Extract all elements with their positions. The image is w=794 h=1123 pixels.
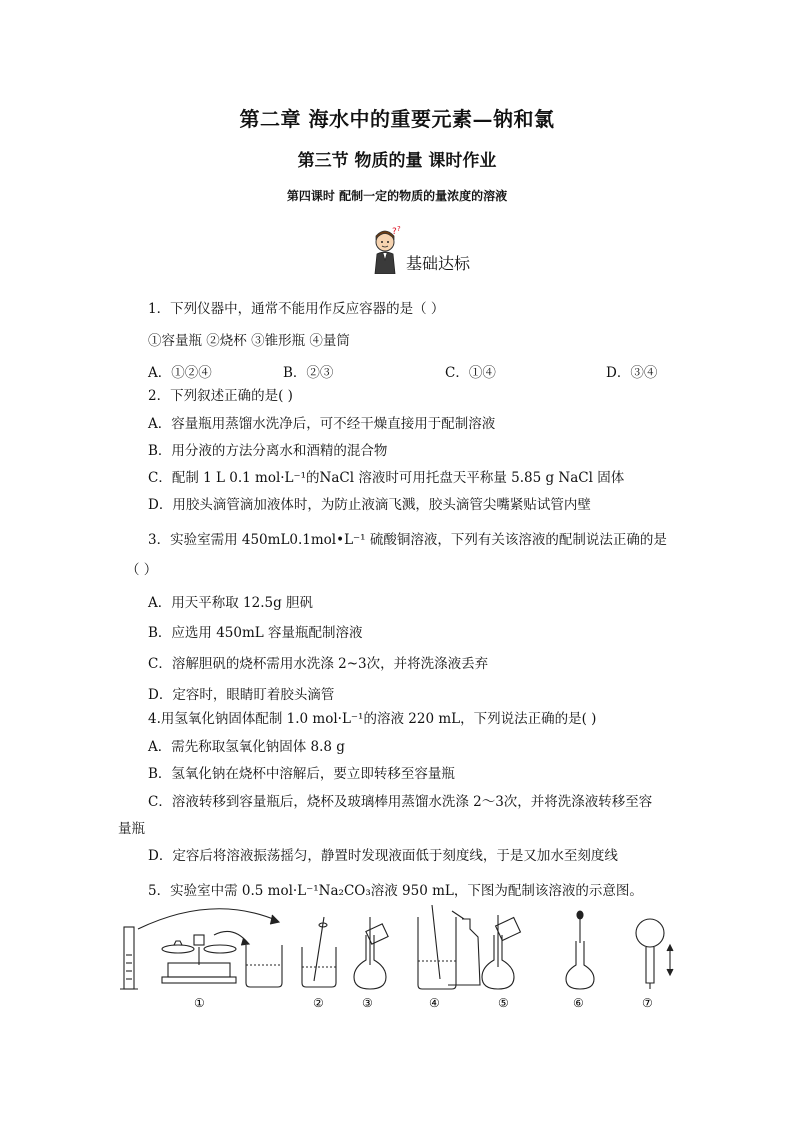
balance-icon [162, 935, 236, 983]
q5-stem: 5．实验室中需 0.5 mol·L⁻¹Na₂CO₃溶液 950 mL，下图为配制该溶液的示意图。 [148, 883, 643, 899]
q2-option-d: D．用胶头滴管滴加液体时，为防止液滴飞溅，胶头滴管尖嘴紧贴试管内壁 [148, 497, 591, 513]
svg-text:?: ? [392, 227, 397, 237]
q1-option-b: B．②③ [283, 365, 334, 381]
beaker-stirring-icon [302, 917, 336, 987]
q4-option-c-continued: 量瓶 [118, 821, 145, 837]
q2-option-c: C．配制 1 L 0.1 mol·L⁻¹的NaCl 溶液时可用托盘天平称量 5.85 g NaCl 固体 [148, 470, 625, 486]
q1-items: ①容量瓶 ②烧杯 ③锥形瓶 ④量筒 [148, 333, 350, 349]
q1-option-c: C．①④ [445, 365, 496, 381]
q3-stem: 3．实验室需用 450mL0.1mol•L⁻¹ 硫酸铜溶液，下列有关该溶液的配制说法正确的是 [148, 532, 667, 548]
q2-option-b: B．用分液的方法分离水和酒精的混合物 [148, 443, 388, 459]
q3-option-c: C．溶解胆矾的烧杯需用水洗涤 2~3次，并将洗涤液丢弃 [148, 656, 489, 672]
q1-option-d: D．③④ [606, 365, 658, 381]
graduated-cylinder-icon [120, 927, 138, 989]
inverted-flask-icon [636, 919, 673, 989]
step-label-7: ⑦ [642, 996, 653, 1010]
chapter-title: 第二章 海水中的重要元素—钠和氯 [239, 107, 555, 131]
q4-option-a: A．需先称取氢氧化钠固体 8.8 g [148, 739, 345, 755]
volumetric-flask-dropper-icon [566, 911, 594, 989]
preparation-steps-diagram [118, 905, 688, 1015]
q4-option-c: C．溶液转移到容量瓶后，烧杯及玻璃棒用蒸馏水洗涤 2～3次，并将洗涤液转移至容 [148, 794, 653, 810]
volumetric-flask-pour-icon [354, 917, 388, 989]
transfer-arrow-icon [138, 909, 278, 929]
badge-label: 基础达标 [406, 254, 471, 273]
step-label-2: ② [313, 996, 324, 1010]
lesson-title: 第四课时 配制一定的物质的量浓度的溶液 [286, 189, 508, 203]
section-badge [368, 226, 508, 276]
beaker-icon [246, 945, 282, 987]
student-thinking-icon [368, 226, 406, 274]
wash-bottle-icon [448, 911, 480, 985]
step-label-5: ⑤ [498, 996, 509, 1010]
section-title: 第三节 物质的量 课时作业 [297, 151, 497, 171]
q2-option-a: A．容量瓶用蒸馏水洗净后，可不经干燥直接用于配制溶液 [148, 416, 496, 432]
q3-stem-continued: （ ） [126, 562, 158, 578]
q3-option-b: B．应选用 450mL 容量瓶配制溶液 [148, 625, 363, 641]
q4-option-d: D．定容后将溶液振荡摇匀，静置时发现液面低于刻度线，于是又加水至刻度线 [148, 848, 618, 864]
q3-option-a: A．用天平称取 12.5g 胆矾 [148, 595, 314, 611]
volumetric-flask-transfer-icon [482, 915, 520, 989]
step-label-4: ④ [429, 996, 440, 1010]
q3-option-d: D．定容时，眼睛盯着胶头滴管 [148, 687, 335, 703]
svg-text:?: ? [397, 226, 401, 233]
q4-stem: 4.用氢氧化钠固体配制 1.0 mol·L⁻¹的溶液 220 mL，下列说法正确的是( ) [148, 711, 597, 727]
step-label-6: ⑥ [573, 996, 584, 1010]
step-label-1: ① [194, 996, 205, 1010]
q1-stem: 1．下列仪器中，通常不能用作反应容器的是（ ） [148, 301, 445, 317]
solution-preparation-figure [118, 905, 688, 1015]
q4-option-b: B．氢氧化钠在烧杯中溶解后，要立即转移至容量瓶 [148, 766, 455, 782]
q1-option-a: A．①②④ [148, 365, 212, 381]
large-beaker-icon [418, 905, 456, 989]
step-label-3: ③ [362, 996, 373, 1010]
q2-stem: 2．下列叙述正确的是( ) [148, 388, 293, 404]
